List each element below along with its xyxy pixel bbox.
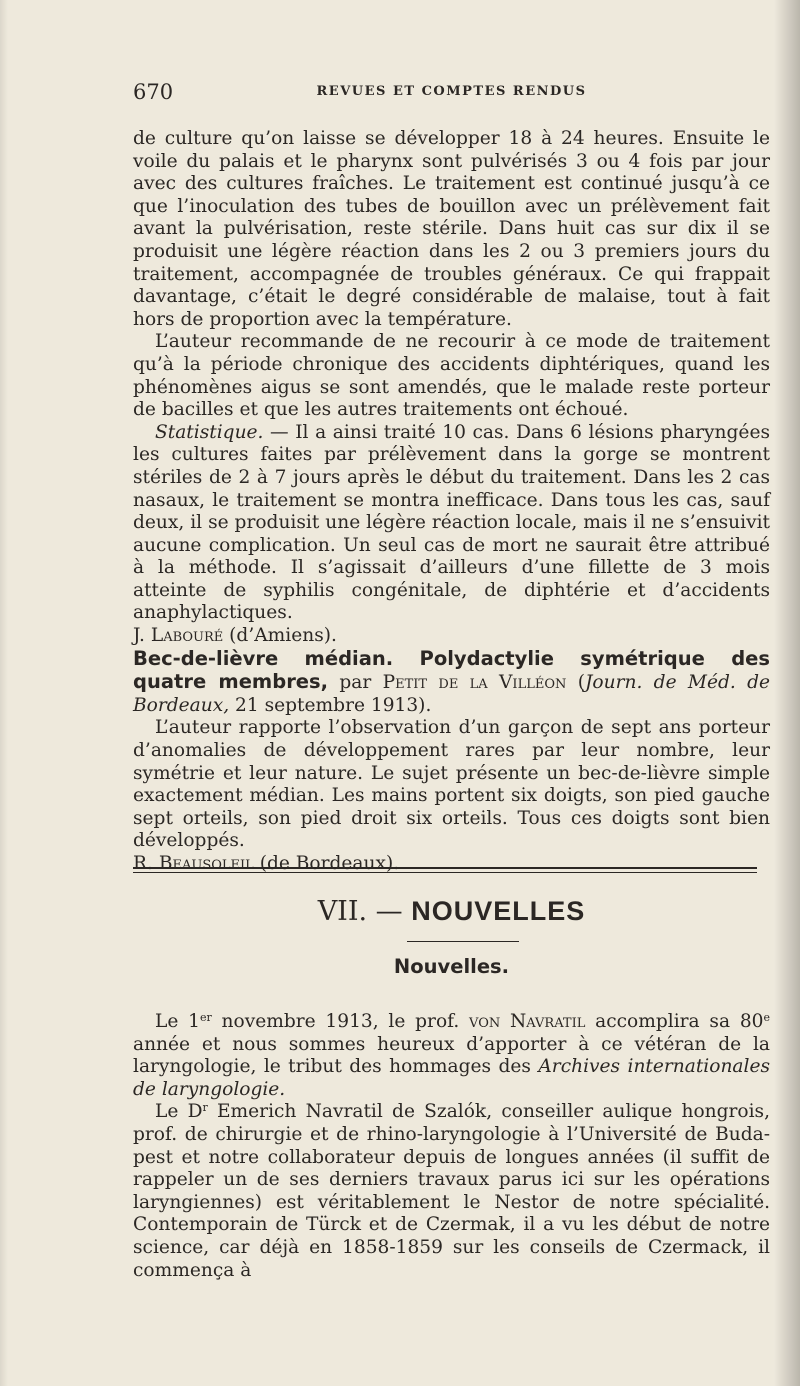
news-text: accomplira sa 80 — [585, 1011, 764, 1032]
news-text: novembre 1913, le prof. — [211, 1011, 470, 1032]
signature-name: Beausoleil — [158, 853, 254, 874]
statistics-lead: Statistique. — [155, 421, 264, 443]
review-journal: Journ. de Méd. de Bordeaux, — [133, 672, 771, 716]
news-text: année et nous sommes heureux d’apporter à ce vétéran de la laryngologie, le tribut des hommages des — [133, 1033, 770, 1078]
section-separator-thin — [133, 872, 757, 873]
signature-initial: R. — [133, 853, 159, 874]
review-paren: ( — [566, 672, 585, 694]
signature-name: Labouré — [150, 625, 224, 647]
review-date: 21 septembre 1913). — [229, 694, 432, 716]
heading-rule — [407, 941, 519, 942]
subsection-heading: Nouvelles. — [393, 955, 510, 978]
title-superscript: r — [202, 1101, 208, 1115]
page-edge-shadow-left — [0, 0, 8, 1386]
signature-initial: J. — [133, 625, 151, 647]
ordinal-superscript: e — [763, 1011, 770, 1024]
news-paragraph-anniversary — [133, 1011, 770, 1101]
news-particle: von — [469, 1011, 501, 1032]
review-title: Bec-de-lièvre médian. Polydactylie symétrique des quatre membres, — [133, 646, 770, 694]
upper-text-column — [133, 128, 770, 876]
journal-name: Archives internationales de laryngologie. — [133, 1056, 771, 1100]
news-text: Emerich Navratil de Szalók, conseiller aulique hongrois, prof. de chirurgie et de rhino-laryngologie à l’Université de Buda-pest et notre collaborateur depuis de longues années (il suffit de rappeler un de ses derniers travaux parus ici sur les opérations laryngiennes) est véritablement le Nestor de notre spécialité. Contemporain de Türck et de Czermak, il a vu les début de notre science, car déjà en 1858-1859 sur les conseils de Czermack, il commença à — [133, 1101, 770, 1281]
paragraph-culture: de culture qu’on laisse se développer 18 à 24 heures. Ensuite le voile du palais et le pharynx sont pulvérisés 3 ou 4 fois par jour avec des cultures fraîches. Le traitement est continué jusqu’à ce que l’inoculation des tubes de bouillon avec un prélèvement fait avant la pulvérisation, reste stérile. Dans huit cas sur dix il se produisit une légère réaction dans les 2 ou 3 premiers jours du traitement, accompagnée de troubles généraux. Ce qui frappait davantage, c’était le degré considérable de malaise, tout à fait hors de proportion avec la température. — [133, 128, 770, 330]
news-name: Navratil — [510, 1011, 586, 1032]
review-by: par — [328, 672, 383, 694]
news-text: Le D — [155, 1101, 203, 1123]
review-author: Petit de la Villéon — [382, 672, 567, 694]
paragraph-recommendation: L’auteur recommande de ne recourir à ce mode de traitement qu’à la période chronique des accidents diphtériques, quand les phénomènes aigus se sont amendés, que le malade reste porteur de bacilles et que les autres traitements ont échoué. — [133, 331, 770, 421]
news-paragraph-biography — [133, 1101, 770, 1282]
review-heading — [133, 648, 770, 718]
section-numeral: VII. — — [317, 896, 412, 927]
news-space — [500, 1011, 510, 1032]
signature-place: (d’Amiens). — [223, 625, 337, 647]
page-header — [133, 80, 770, 110]
page-edge-shadow-right — [774, 0, 800, 1386]
running-title: REVUES ET COMPTES RENDUS — [316, 84, 587, 99]
section-heading — [133, 894, 770, 929]
paragraph-statistics — [133, 422, 770, 625]
signature-labouré — [133, 625, 770, 648]
ordinal-superscript: er — [199, 1011, 212, 1024]
page-number: 670 — [133, 80, 174, 104]
section-title: NOUVELLES — [411, 896, 586, 926]
news-text: Le 1 — [155, 1011, 200, 1032]
news-text-column — [133, 1011, 770, 1282]
paragraph-observation: L’auteur rapporte l’observation d’un garçon de sept ans porteur d’anomalies de développement rares par leur nombre, leur symétrie et leur nature. Le sujet présente un bec-de-lièvre simple exactement médian. Les mains portent six doigts, son pied gauche sept orteils, son pied droit six orteils. Tous ces doigts sont bien développés. — [133, 717, 770, 852]
section-separator-thick — [133, 867, 757, 869]
statistics-text: — Il a ainsi traité 10 cas. Dans 6 lésions pharyngées les cultures faites par prélèvement dans la gorge se montrent stériles de 2 à 7 jours après le début du traitement. Dans les 2 cas nasaux, le traitement se montra inefficace. Dans tous les cas, sauf deux, il se produisit une légère réaction locale, mais il ne s’ensuivit aucune complication. Un seul cas de mort ne saurait être attribué à la méthode. Il s’agissait d’ailleurs d’une fillette de 3 mois atteinte de syphilis congénitale, de diphtérie et d’accidents anaphylactiques. — [133, 421, 770, 624]
signature-place: (de Bordeaux). — [253, 853, 400, 874]
